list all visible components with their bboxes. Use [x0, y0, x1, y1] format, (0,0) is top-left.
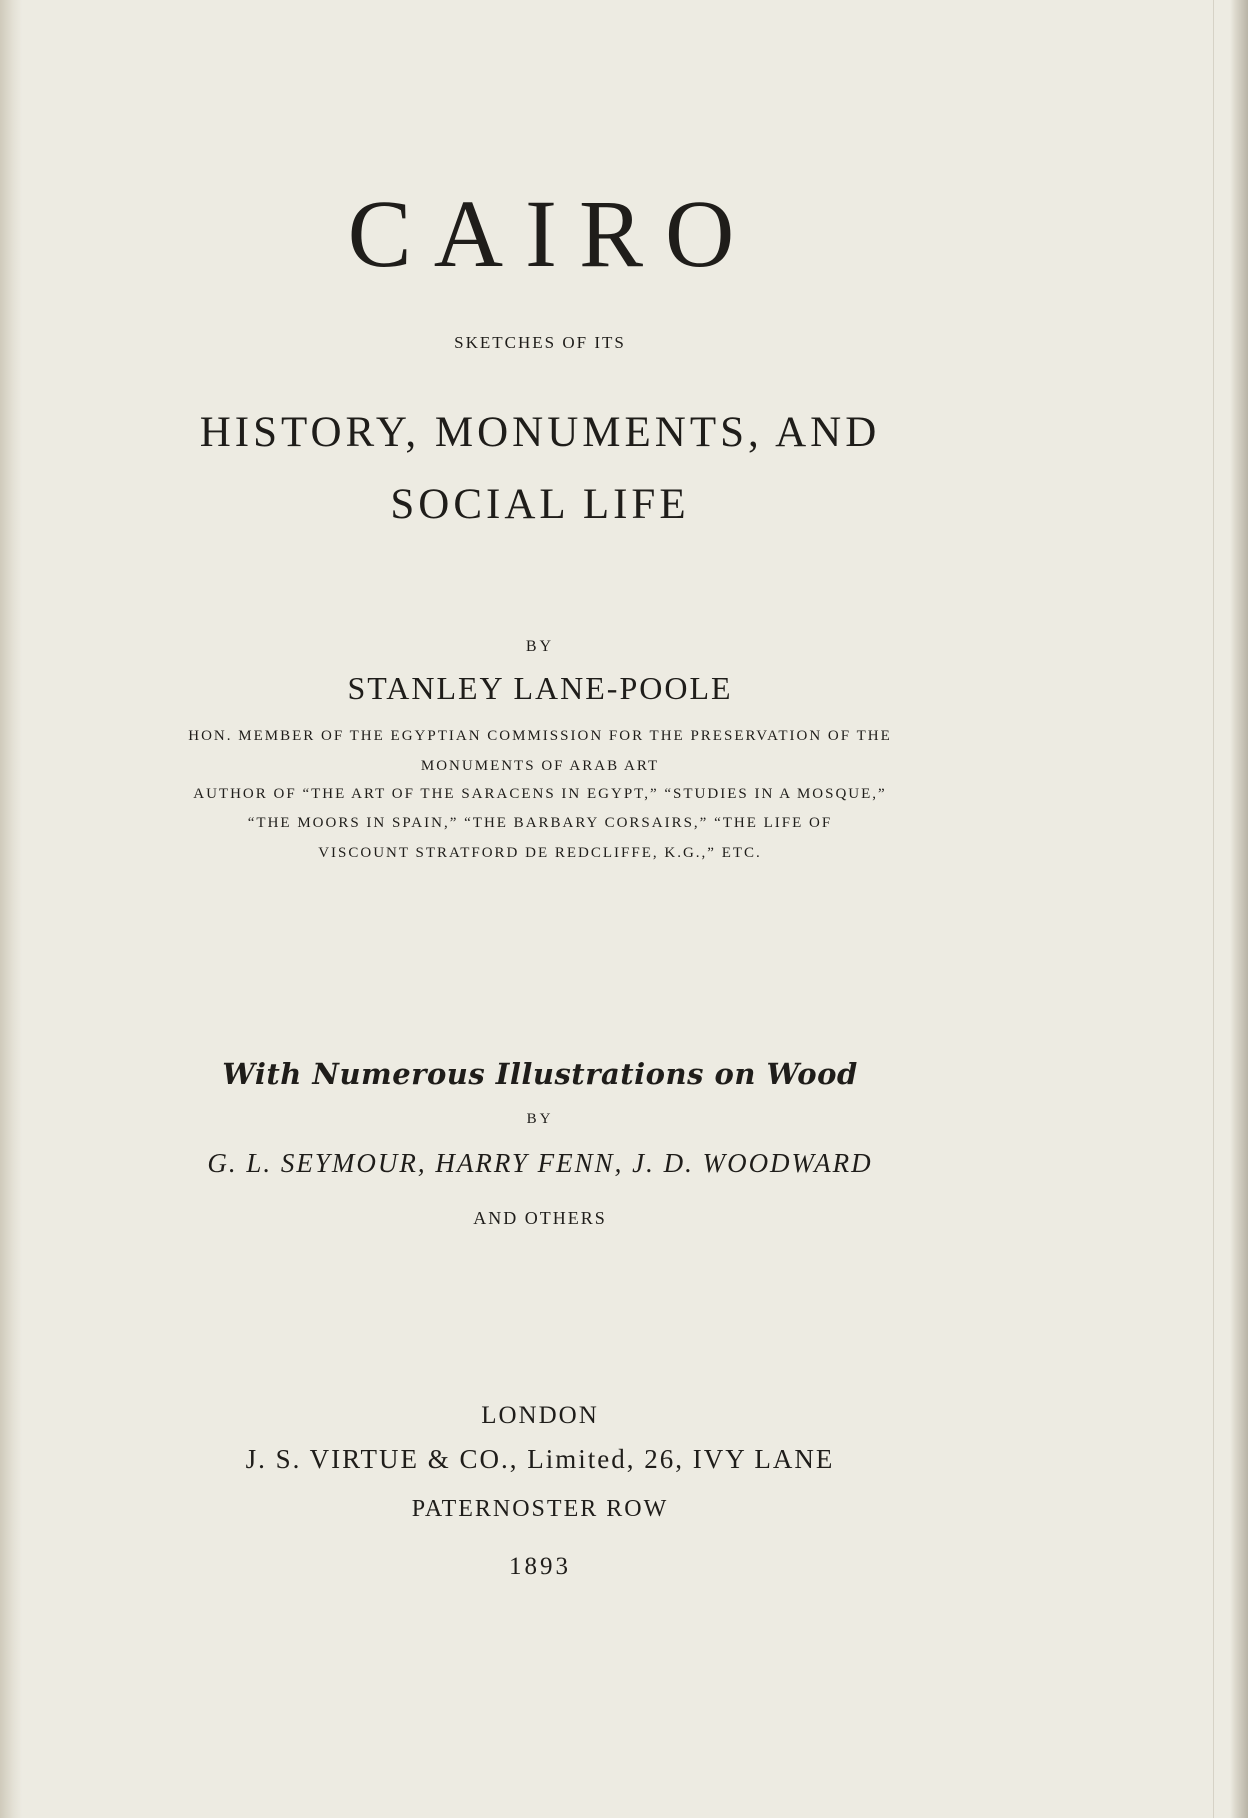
illustrators-names: G. L. SEYMOUR, HARRY FENN, J. D. WOODWARD — [207, 1148, 873, 1178]
author-name: STANLEY LANE-POOLE — [347, 670, 733, 706]
illustrators-by: BY — [526, 1111, 554, 1127]
publisher: J. S. VIRTUE & CO., Limited, 26, IVY LANE — [245, 1444, 835, 1474]
page-fold-line — [1213, 0, 1214, 1818]
book-title: CAIRO — [347, 180, 757, 287]
author-credit-line: HON. MEMBER OF THE EGYPTIAN COMMISSION FOR THE PRESERVATION OF THE — [188, 728, 892, 744]
page-right-edge — [1230, 0, 1248, 1818]
publisher-address: PATERNOSTER ROW — [411, 1496, 669, 1522]
illustrators-others: AND OTHERS — [473, 1208, 607, 1228]
subtitle-line-2: SOCIAL LIFE — [390, 481, 690, 528]
author-credit-line: VISCOUNT STRATFORD DE REDCLIFFE, K.G.,” ETC. — [318, 845, 762, 861]
author-credit-line: AUTHOR OF “THE ART OF THE SARACENS IN EGYPT,” “STUDIES IN A MOSQUE,” — [193, 786, 887, 802]
illustrations-line: With Numerous Illustrations on Wood — [222, 1057, 858, 1091]
subtitle-line-1: HISTORY, MONUMENTS, AND — [199, 409, 881, 456]
author-by: BY — [525, 638, 555, 655]
publication-place: LONDON — [481, 1402, 599, 1429]
publication-year: 1893 — [509, 1553, 571, 1580]
author-credit-line: “THE MOORS IN SPAIN,” “THE BARBARY CORSAIRS,” “THE LIFE OF — [247, 815, 833, 831]
subtitle-intro: SKETCHES OF ITS — [454, 333, 626, 352]
author-credit-line: MONUMENTS OF ARAB ART — [420, 758, 660, 774]
